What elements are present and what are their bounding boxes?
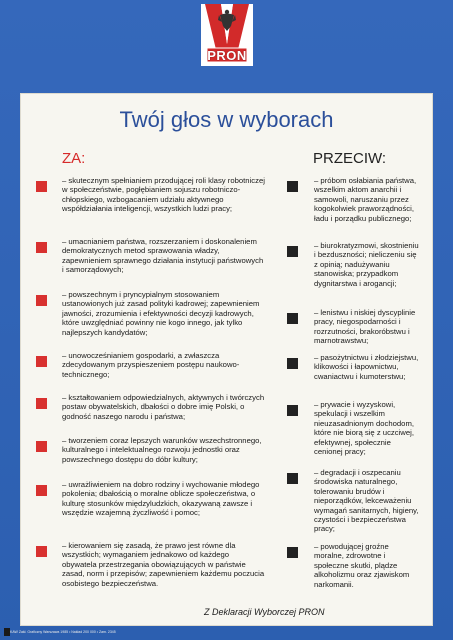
logo-text: PRON: [207, 48, 247, 63]
dark-square-icon: [287, 358, 298, 369]
dark-square-icon: [287, 473, 298, 484]
za-heading: ZA:: [62, 150, 86, 167]
print-info: KAW Zakł. Graficzny Warszawa 1985 • Nakład 200 000 • Zam. 2345: [10, 630, 116, 634]
red-square-icon: [36, 295, 47, 306]
przeciw-item: – biurokratyzmowi, skostnieniu i bezduszności; nieliczeniu się z opinią; nadużywaniu stanowiska; przypadkom dygnitarstwa i arogancji;: [314, 241, 419, 288]
za-item: – skutecznym spełnianiem przodującej roli klasy robotniczej w społeczeństwie, pogłębianiem sojuszu robotniczo-chłopskiego, wzbogacaniem udziału aktywnego współdziałania inteligencji, wszystkich ludzi pracy;: [62, 176, 265, 214]
red-square-icon: [36, 485, 47, 496]
red-square-icon: [36, 546, 47, 557]
dark-square-icon: [287, 547, 298, 558]
red-square-icon: [36, 356, 47, 367]
dark-square-icon: [287, 405, 298, 416]
dark-square-icon: [287, 313, 298, 324]
za-item: – tworzeniem coraz lepszych warunków wszechstronnego, kulturalnego i intelektualnego rozwoju jednostki oraz powszechnego dostępu do dóbr kultury;: [62, 436, 262, 464]
page-title: Twój głos w wyborach: [119, 107, 334, 132]
dark-square-icon: [287, 246, 298, 257]
przeciw-item: – pasożytnictwu i złodziejstwu, klikowości i łapownictwu, cwaniactwu i kumoterstwu;: [314, 353, 419, 381]
red-square-icon: [36, 441, 47, 452]
przeciw-heading: PRZECIW:: [313, 150, 387, 167]
za-item: – kierowaniem się zasadą, że prawo jest równe dla wszystkich; wymaganiem jednakowo od każdego obywatela przestrzegania obowiązujących w państwie zasad, norm i przepisów; zapewnieniem każdemu poczucia osobistego bezpieczeństwa.: [62, 541, 265, 588]
przeciw-item: – lenistwu i niskiej dyscyplinie pracy, niegospodarności i rozrzutności, brakoróbstwu i marnotrawstwu;: [314, 308, 416, 346]
dark-square-icon: [287, 181, 298, 192]
przeciw-item: – powodującej groźne moralne, zdrowotne i społeczne skutki, plądze alkoholizmu oraz zjawiskom narkomanii.: [314, 542, 410, 589]
za-item: – unowocześnianiem gospodarki, a zwłaszcza zdecydowanym przyspieszeniem postępu naukowo-technicznego;: [62, 351, 240, 379]
przeciw-item: – próbom osłabiania państwa, wszelkim aktom anarchii i samowoli, naruszaniu przez kogokolwiek praworządności, ładu i porządku publicznego;: [314, 176, 417, 223]
red-square-icon: [36, 242, 47, 253]
przeciw-item: – prywacie i wyzyskowi, spekulacji i wszelkim nieuzasadnionym dochodom, które nie biorą się z uczciwej, efektywnej, społecznie cenionej pracy;: [314, 400, 415, 457]
declaration-source: Z Deklaracji Wyborczej PRON: [204, 607, 325, 617]
za-item: – kształtowaniem odpowiedzialnych, aktywnych i twórczych postaw obywatelskich, dbałości o dobre imię Polski, o godność naszego narodu i państwa;: [62, 393, 265, 421]
za-item: – umacnianiem państwa, rozszerzaniem i doskonaleniem demokratycznych metod sprawowania władzy, zapewnieniem sprawnego działania instytucji państwowych i samorządowych;: [62, 237, 264, 275]
red-square-icon: [36, 398, 47, 409]
red-square-icon: [36, 181, 47, 192]
przeciw-item: – degradacji i oszpecaniu środowiska naturalnego, tolerowaniu brudów i nieporządków, lekceważeniu wymagań sanitarnych, higieny, czystości i bezpieczeństwa pracy;: [314, 468, 419, 534]
za-item: – powszechnym i pryncypialnym stosowaniem ustanowionych już zasad polityki kadrowej; zapewnieniem jawności, zrozumienia i efektywności decyzji kadrowych, które uwzględniać powinny nie kogo innego, jak tylko najlepszych kandydatów;: [62, 290, 260, 337]
za-item: – uwrażliwieniem na dobro rodziny i wychowanie młodego pokolenia; dbałością o moralne oblicze społeczeństwa, o kulturę stosunków międzyludzkich, okazywaną zawsze i wszędzie wzajemną życzliwość i pomoc;: [62, 480, 260, 518]
